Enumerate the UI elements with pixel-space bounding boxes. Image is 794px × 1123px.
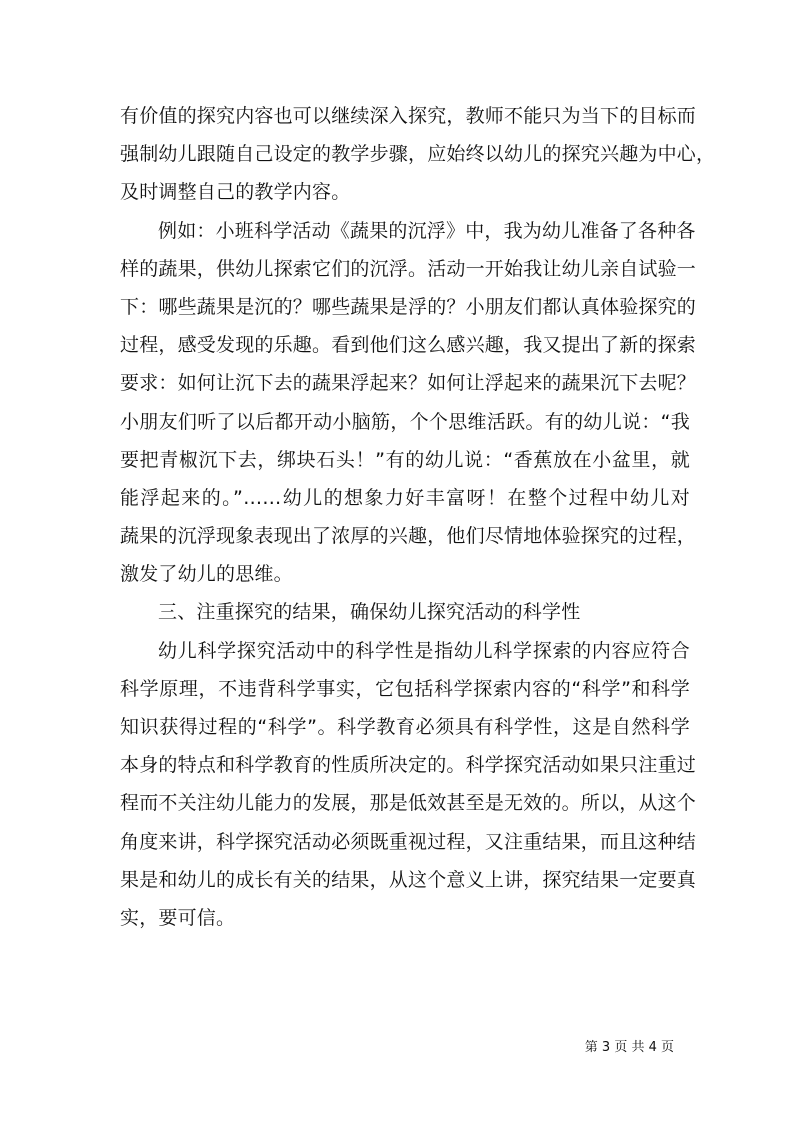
- page-number-footer: 第 3 页 共 4 页: [584, 1040, 674, 1055]
- text-line: 过程，感受发现的乐趣。看到他们这么感兴趣，我又提出了新的探索: [120, 334, 697, 357]
- text-line: 要把青椒沉下去，绑块石头！”有的幼儿说：“香蕉放在小盆里，就: [120, 448, 690, 471]
- text-line: 能浮起来的。”……幼儿的想象力好丰富呀！在整个过程中幼儿对: [120, 486, 690, 509]
- text-line: 有价值的探究内容也可以继续深入探究，教师不能只为当下的目标而: [120, 105, 697, 127]
- text-line: 角度来讲，科学探究活动必须既重视过程，又注重结果，而且这种结: [120, 830, 697, 853]
- text-line: 程而不关注幼儿能力的发展，那是低效甚至是无效的。所以，从这个: [120, 792, 697, 815]
- section-heading: 三、注重探究的结果，确保幼儿探究活动的科学性: [158, 601, 581, 624]
- text-line: 果是和幼儿的成长有关的结果，从这个意义上讲，探究结果一定要真: [120, 868, 697, 891]
- text-line: 样的蔬果，供幼儿探索它们的沉浮。活动一开始我让幼儿亲自试验一: [120, 257, 697, 280]
- text-line: 蔬果的沉浮现象表现出了浓厚的兴趣，他们尽情地体验探究的过程，: [120, 525, 697, 548]
- text-line: 本身的特点和科学教育的性质所决定的。科学探究活动如果只注重过: [120, 754, 697, 777]
- body-text: [120, 97, 716, 937]
- text-line: 强制幼儿跟随自己设定的教学步骤，应始终以幼儿的探究兴趣为中心，: [120, 143, 716, 166]
- text-line: 小朋友们听了以后都开动小脑筋，个个思维活跃。有的幼儿说：“我: [120, 410, 690, 433]
- text-line: 下：哪些蔬果是沉的？哪些蔬果是浮的？小朋友们都认真体验探究的: [120, 295, 697, 318]
- text-line: 知识获得过程的“科学”。科学教育必须具有科学性，这是自然科学: [120, 716, 690, 738]
- text-line: 及时调整自己的教学内容。: [120, 181, 351, 204]
- text-line: 实，要可信。: [120, 906, 236, 929]
- text-line: 激发了幼儿的思维。: [120, 563, 293, 586]
- paragraph-first-line: 幼儿科学探究活动中的科学性是指幼儿科学探索的内容应符合: [158, 639, 690, 662]
- paragraph-first-line: 例如：小班科学活动《蔬果的沉浮》中，我为幼儿准备了各种各: [158, 219, 696, 242]
- text-line: 要求：如何让沉下去的蔬果浮起来？如何让浮起来的蔬果沉下去呢？: [120, 372, 697, 395]
- text-line: 科学原理，不违背科学事实，它包括科学探索内容的“科学”和科学: [120, 677, 690, 700]
